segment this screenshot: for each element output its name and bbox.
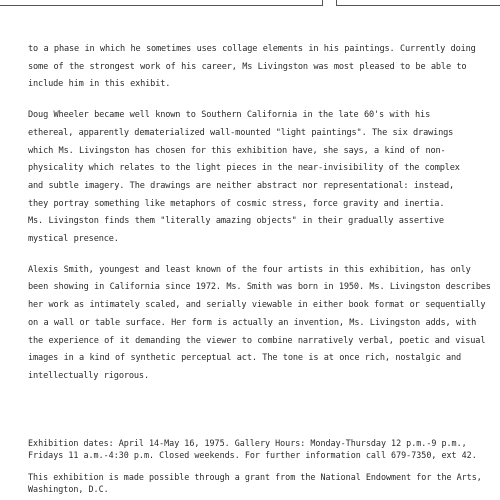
text-line: Exhibition dates: April 14-May 16, 1975. Gallery Hours: Monday-Thursday 12 p.m.-9 p.m., <box>28 438 467 448</box>
text-line: Fridays 11 a.m.-4:30 p.m. Closed weekends. For further information call 679-7350, ext 42. <box>28 449 477 460</box>
text-line: to a phase in which he sometimes uses collage elements in his paintings. Currently doing <box>28 44 476 54</box>
grant-credit <box>28 472 500 495</box>
text-line: been showing in California since 1972. Ms. Smith was born in 1950. Ms. Livingston describes <box>28 282 491 293</box>
text-line: images in a kind of synthetic perceptual act. The tone is at once rich, nostalgic and <box>28 353 462 364</box>
text-line: which Ms. Livingston has chosen for this exhibition have, she says, a kind of non- <box>28 145 446 156</box>
text-line: Alexis Smith, youngest and least known of the four artists in this exhibition, has only <box>28 264 471 275</box>
exhibition-info <box>28 438 500 500</box>
paragraph-alexis-smith <box>28 262 496 386</box>
paragraph-collage <box>28 41 496 94</box>
top-frame-left <box>0 0 323 6</box>
text-line: Doug Wheeler became well known to Southern California in the late 60's with his <box>28 110 431 121</box>
body-text <box>28 41 496 399</box>
text-line: the experience of it demanding the viewer to combine narratively verbal, poetic and visual <box>28 335 486 346</box>
paragraph-doug-wheeler <box>28 107 496 249</box>
top-frame-right <box>336 0 500 6</box>
text-line: some of the strongest work of his career, Ms Livingston was most pleased to be able to <box>28 61 467 72</box>
text-line: Washington, D.C. <box>28 483 109 494</box>
text-line: they portray something like metaphors of cosmic stress, force gravity and inertia. <box>28 198 445 209</box>
exhibition-dates-hours <box>28 438 500 461</box>
text-line: physicality which relates to the light pieces in the near-invisibility of the complex <box>28 163 460 174</box>
text-line: This exhibition is made possible through a grant from the National Endowment for the Arts, <box>28 472 482 482</box>
text-line: mystical presence. <box>28 234 119 245</box>
text-line: and subtle imagery. The drawings are neither abstract nor representational: instead, <box>28 180 455 191</box>
text-line: on a wall or table surface. Her form is actually an invention, Ms. Livingston adds, with <box>28 317 477 328</box>
text-line: ethereal, apparently dematerialized wall-mounted "light paintings". The six drawings <box>28 127 454 138</box>
text-line: her work as intimately scaled, and serially viewable in either book format or sequentially <box>28 300 486 311</box>
text-line: include him in this exhibit. <box>28 79 171 90</box>
text-line: intellectually rigorous. <box>28 370 149 381</box>
text-line: Ms. Livingston finds them "literally amazing objects" in their gradually assertive <box>28 216 444 227</box>
